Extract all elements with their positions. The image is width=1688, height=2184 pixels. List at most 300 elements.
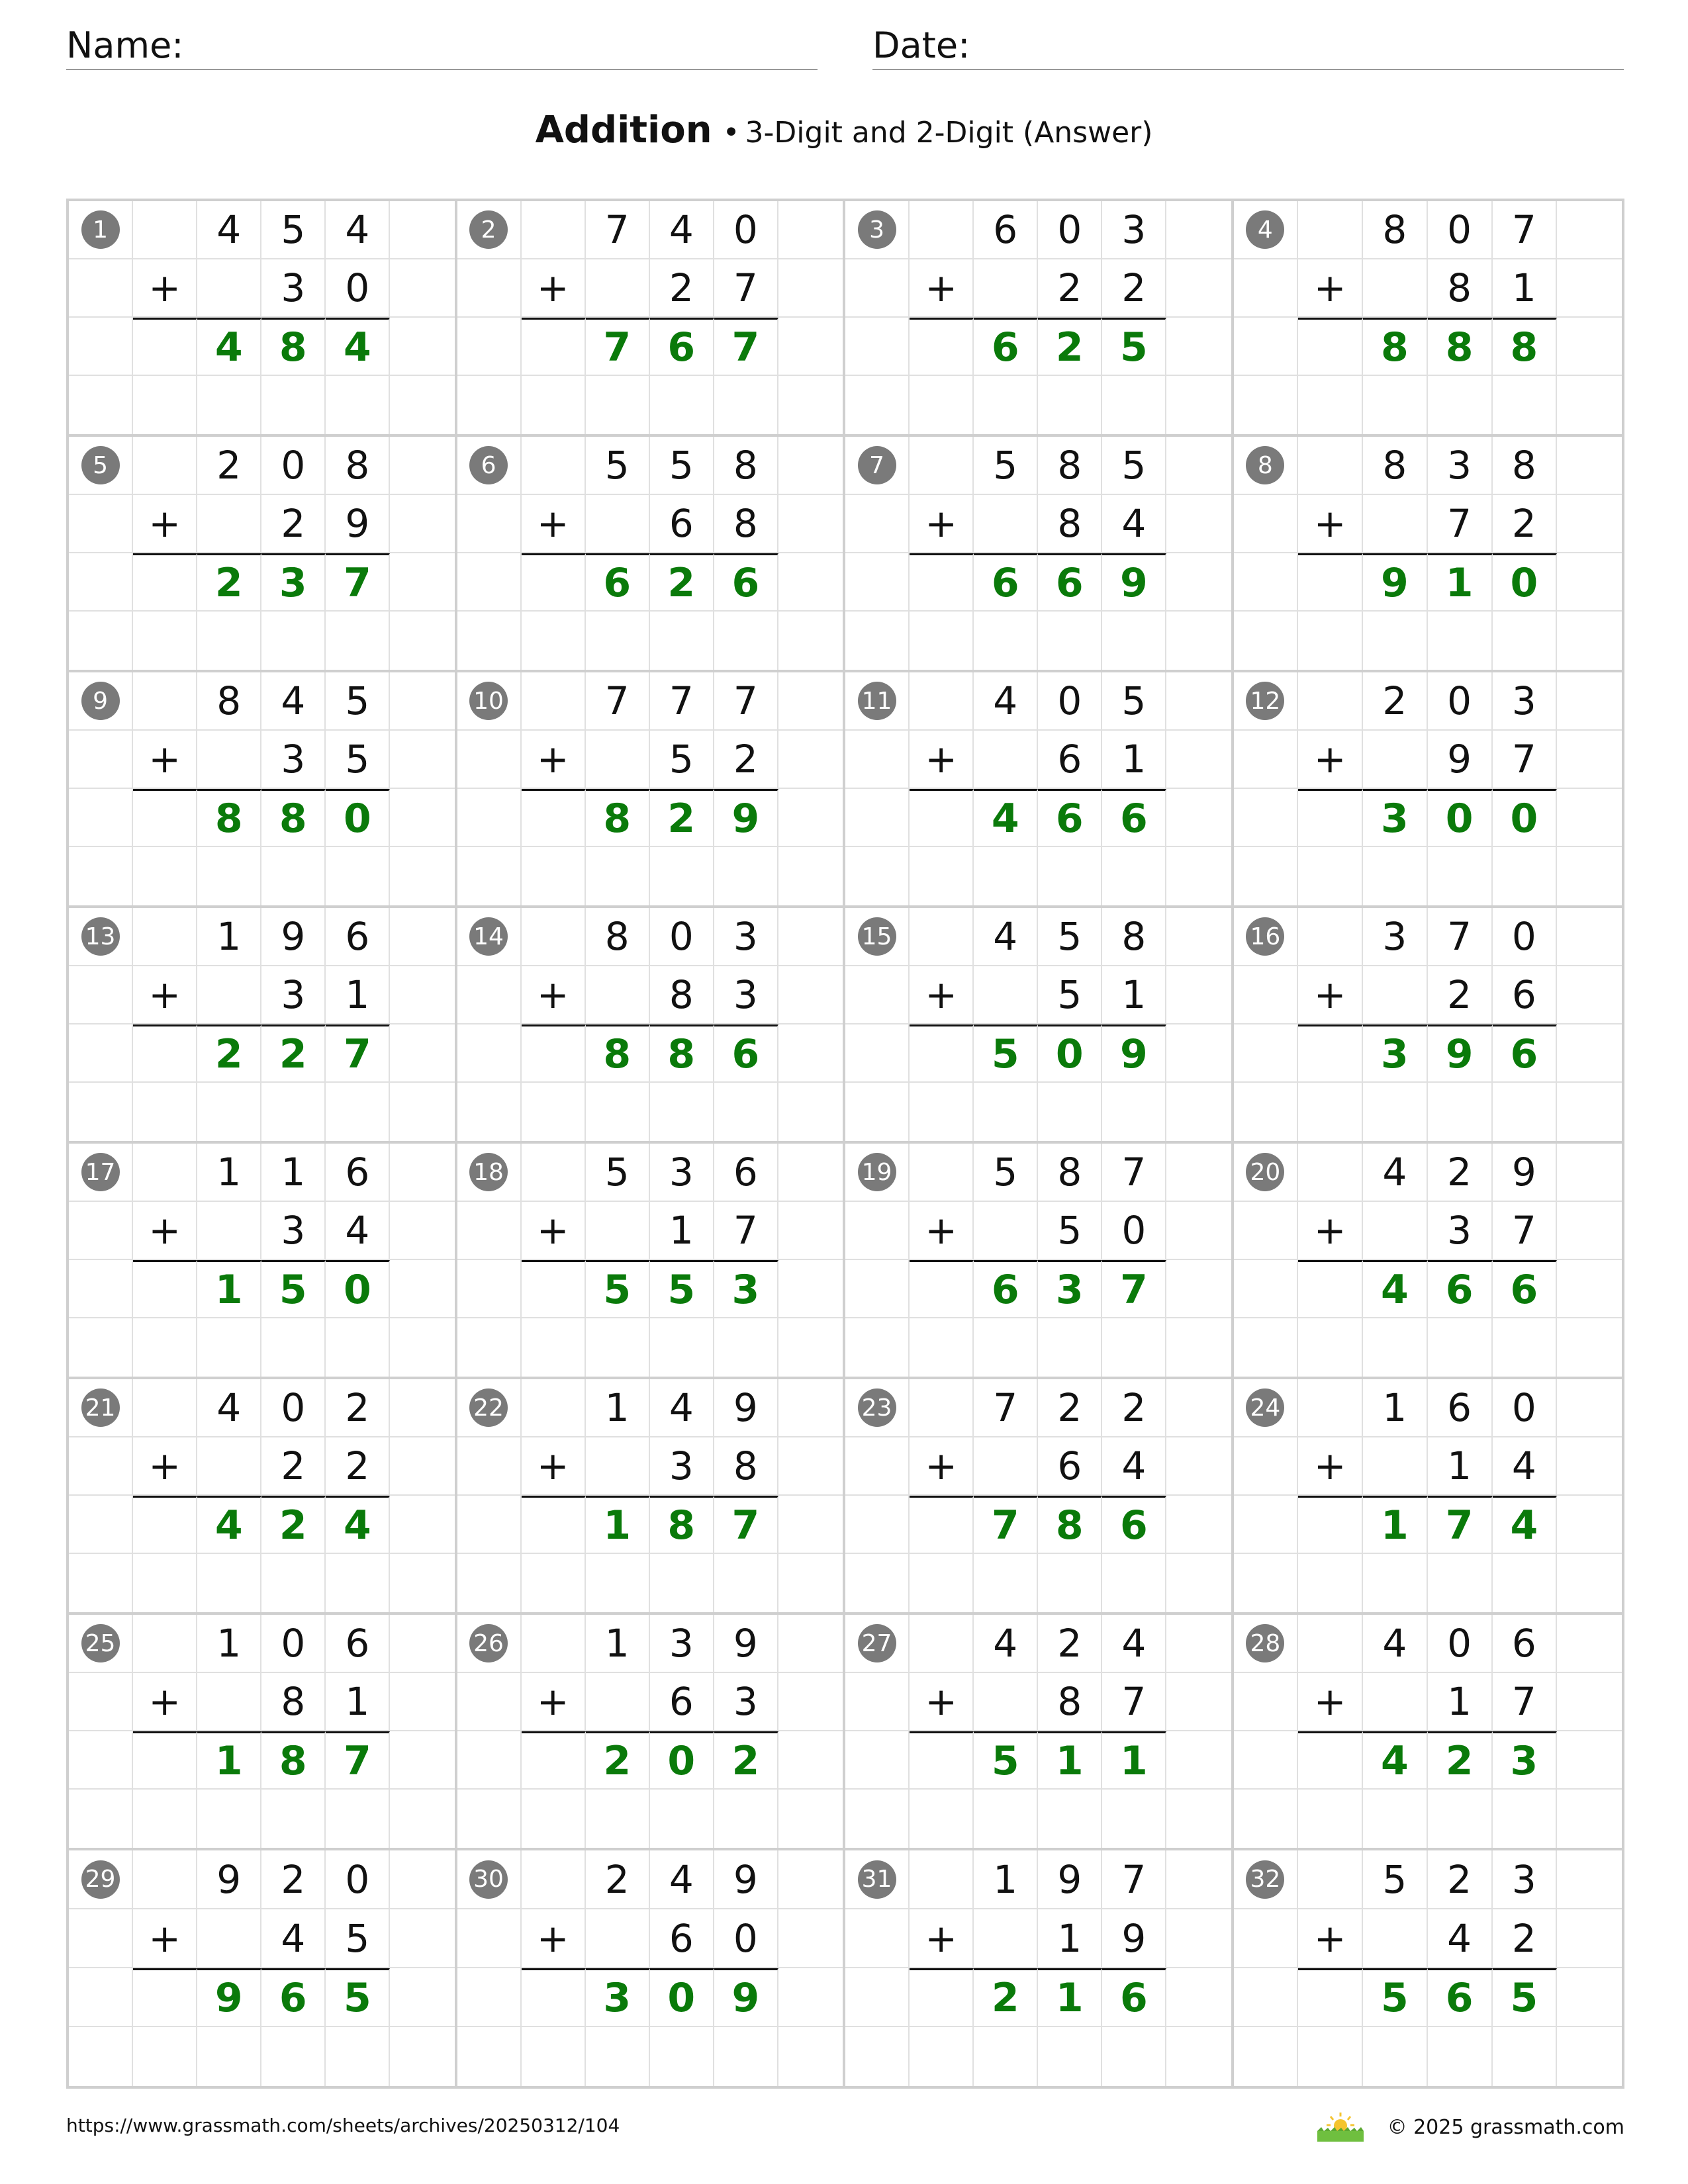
- addend1-hundreds: 3: [1382, 914, 1407, 959]
- answer-ones: 9: [731, 795, 760, 842]
- problem-5: [69, 437, 457, 672]
- plus-sign: +: [925, 737, 957, 782]
- grid-cell: [1428, 1554, 1493, 1612]
- grid-cell: [910, 1260, 974, 1318]
- grid-cell: [1493, 2027, 1558, 2086]
- grid-cell: [778, 1673, 843, 1731]
- grid-cell: [586, 847, 650, 905]
- answer-tens: 6: [1445, 1975, 1474, 2021]
- addend1-tens: 0: [281, 443, 306, 488]
- grid-cell: [522, 1144, 586, 1202]
- plus-sign: +: [925, 1679, 957, 1724]
- plus-sign: +: [925, 501, 957, 546]
- addend2-ones: 3: [733, 1679, 758, 1724]
- grid-cell: [1298, 1318, 1363, 1377]
- addend2-ones: 5: [345, 1915, 370, 1961]
- grid-cell: [133, 1083, 197, 1141]
- grid-cell: [522, 908, 586, 966]
- grid-cell: [261, 2027, 326, 2086]
- grid-cell: [586, 1909, 650, 1968]
- grid-cell: [910, 201, 974, 259]
- addend1-hundreds: 1: [993, 1856, 1018, 1902]
- grid-cell: [133, 1909, 197, 1968]
- grid-cell: [1234, 201, 1299, 259]
- grid-cell: [1298, 2027, 1363, 2086]
- grid-cell: [1363, 1437, 1428, 1496]
- addend1-tens: 2: [1057, 1621, 1082, 1666]
- grid-cell: [778, 437, 843, 495]
- grid-cell: [1038, 1379, 1102, 1437]
- grid-cell: [845, 259, 910, 318]
- grid-cell: [650, 1437, 714, 1496]
- grid-cell: [1493, 966, 1558, 1024]
- grid-cell: [1557, 201, 1622, 259]
- grid-cell: [1557, 318, 1622, 376]
- grid-cell: [1493, 1260, 1558, 1318]
- grid-cell: [586, 1554, 650, 1612]
- grid-cell: [650, 966, 714, 1024]
- grid-cell: [586, 553, 650, 612]
- grid-cell: [1102, 1083, 1166, 1141]
- grid-cell: [1493, 201, 1558, 259]
- addend1-hundreds: 4: [993, 914, 1018, 959]
- addend1-tens: 3: [1447, 443, 1472, 488]
- grid-cell: [69, 672, 133, 731]
- addend2-tens: 3: [1447, 1208, 1472, 1253]
- grid-cell: [1166, 437, 1231, 495]
- answer-hundreds: 7: [991, 1502, 1019, 1549]
- grid-cell: [714, 553, 778, 612]
- grid-cell: [1102, 553, 1166, 612]
- answer-tens: 1: [1445, 559, 1474, 606]
- problem-number-badge: 27: [858, 1624, 896, 1662]
- grid-cell: [1102, 612, 1166, 670]
- addend1-hundreds: 2: [604, 1856, 630, 1902]
- grid-cell: [1234, 1024, 1299, 1083]
- grid-cell: [326, 437, 390, 495]
- grid-cell: [1428, 1790, 1493, 1848]
- grid-cell: [714, 1202, 778, 1260]
- grid-cell: [457, 966, 522, 1024]
- addend1-hundreds: 8: [1382, 443, 1407, 488]
- grid-cell: [133, 1144, 197, 1202]
- grid-cell: [261, 1909, 326, 1968]
- grid-cell: [1363, 1144, 1428, 1202]
- grid-cell: [845, 847, 910, 905]
- answer-tens: 8: [1055, 1502, 1084, 1549]
- grid-cell: [197, 1318, 261, 1377]
- grid-cell: [197, 1083, 261, 1141]
- grid-cell: [261, 437, 326, 495]
- grid-cell: [1493, 1437, 1558, 1496]
- grid-cell: [714, 1909, 778, 1968]
- addend1-hundreds: 1: [216, 914, 242, 959]
- grid-cell: [1363, 731, 1428, 789]
- grid-cell: [1428, 908, 1493, 966]
- grid-cell: [133, 1850, 197, 1909]
- grid-cell: [522, 553, 586, 612]
- grid-cell: [1038, 1024, 1102, 1083]
- grid-cell: [1234, 1731, 1299, 1790]
- grid-cell: [778, 966, 843, 1024]
- problem-4: [1234, 201, 1622, 437]
- grid-cell: [586, 1379, 650, 1437]
- grid-cell: [1428, 1968, 1493, 2027]
- problem-14: [457, 908, 846, 1144]
- problem-number-badge: 3: [858, 210, 896, 249]
- grid-cell: [326, 1673, 390, 1731]
- plus-sign: +: [536, 972, 569, 1017]
- addend1-hundreds: 1: [216, 1150, 242, 1195]
- grid-cell: [1038, 966, 1102, 1024]
- grid-cell: [586, 908, 650, 966]
- grid-cell: [326, 201, 390, 259]
- grid-cell: [261, 201, 326, 259]
- answer-hundreds: 2: [214, 1030, 243, 1077]
- grid-cell: [197, 789, 261, 847]
- grid-cell: [326, 1437, 390, 1496]
- answer-tens: 0: [1055, 1030, 1084, 1077]
- grid-cell: [974, 731, 1038, 789]
- grid-cell: [845, 672, 910, 731]
- grid-cell: [1428, 553, 1493, 612]
- grid-cell: [1102, 789, 1166, 847]
- grid-cell: [1166, 1024, 1231, 1083]
- addend2-ones: 2: [345, 1443, 370, 1488]
- grid-cell: [778, 612, 843, 670]
- grid-cell: [133, 1318, 197, 1377]
- plus-sign: +: [536, 1915, 569, 1961]
- grid-cell: [457, 437, 522, 495]
- addend2-tens: 3: [281, 972, 306, 1017]
- grid-cell: [326, 1202, 390, 1260]
- addend2-tens: 3: [669, 1443, 694, 1488]
- grid-cell: [1363, 672, 1428, 731]
- grid-cell: [133, 672, 197, 731]
- name-field[interactable]: [66, 23, 818, 70]
- grid-cell: [778, 1437, 843, 1496]
- grid-cell: [845, 1909, 910, 1968]
- addend1-hundreds: 5: [604, 1150, 630, 1195]
- answer-hundreds: 6: [991, 1266, 1019, 1313]
- problem-number-badge: 32: [1246, 1860, 1284, 1899]
- answer-ones: 0: [1510, 559, 1538, 606]
- plus-sign: +: [536, 501, 569, 546]
- grid-cell: [1557, 789, 1622, 847]
- answer-ones: 8: [1510, 324, 1538, 371]
- grid-cell: [778, 1202, 843, 1260]
- grid-cell: [1166, 1202, 1231, 1260]
- problem-number-badge: 7: [858, 446, 896, 484]
- grid-cell: [1166, 1318, 1231, 1377]
- grid-cell: [1234, 1673, 1299, 1731]
- grid-cell: [261, 553, 326, 612]
- addend1-ones: 5: [1121, 678, 1147, 723]
- grid-cell: [1166, 1083, 1231, 1141]
- answer-ones: 4: [343, 324, 371, 371]
- answer-tens: 2: [1055, 324, 1084, 371]
- addend2-tens: 3: [281, 265, 306, 310]
- grid-cell: [1363, 553, 1428, 612]
- grid-cell: [778, 1615, 843, 1673]
- answer-hundreds: 4: [1381, 1737, 1409, 1784]
- grid-cell: [1428, 495, 1493, 553]
- grid-cell: [910, 495, 974, 553]
- grid-cell: [586, 1318, 650, 1377]
- problem-number-badge: 24: [1246, 1388, 1284, 1427]
- grid-cell: [1102, 1437, 1166, 1496]
- date-field[interactable]: [872, 23, 1624, 70]
- grid-cell: [326, 376, 390, 434]
- grid-cell: [1363, 1968, 1428, 2027]
- grid-cell: [522, 1554, 586, 1612]
- grid-cell: [390, 1673, 454, 1731]
- grid-cell: [1428, 201, 1493, 259]
- grid-cell: [586, 1437, 650, 1496]
- grid-cell: [1557, 1850, 1622, 1909]
- grid-cell: [457, 553, 522, 612]
- grid-cell: [1557, 1554, 1622, 1612]
- grid-cell: [261, 1260, 326, 1318]
- grid-cell: [1234, 1202, 1299, 1260]
- grid-cell: [1234, 1790, 1299, 1848]
- problem-20: [1234, 1144, 1622, 1379]
- plus-sign: +: [1313, 501, 1346, 546]
- answer-hundreds: 8: [214, 795, 243, 842]
- problem-24: [1234, 1379, 1622, 1615]
- grid-cell: [1493, 1673, 1558, 1731]
- grid-cell: [1493, 1318, 1558, 1377]
- grid-cell: [1428, 318, 1493, 376]
- answer-ones: 6: [1510, 1266, 1538, 1313]
- grid-cell: [1428, 966, 1493, 1024]
- addend1-hundreds: 1: [1382, 1385, 1407, 1430]
- addend1-hundreds: 5: [993, 443, 1018, 488]
- problem-11: [845, 672, 1234, 908]
- grid-cell: [133, 847, 197, 905]
- grid-cell: [69, 437, 133, 495]
- grid-cell: [974, 966, 1038, 1024]
- grid-cell: [1428, 1615, 1493, 1673]
- grid-cell: [1298, 966, 1363, 1024]
- answer-ones: 2: [731, 1737, 760, 1784]
- grid-cell: [910, 553, 974, 612]
- grid-cell: [1038, 908, 1102, 966]
- grid-cell: [778, 318, 843, 376]
- answer-ones: 6: [1119, 1975, 1148, 2021]
- grid-cell: [326, 1144, 390, 1202]
- grid-cell: [1102, 1615, 1166, 1673]
- problem-number-badge: 13: [81, 917, 120, 956]
- grid-cell: [1166, 1731, 1231, 1790]
- addend1-ones: 3: [1511, 678, 1536, 723]
- grid-cell: [650, 612, 714, 670]
- grid-cell: [1298, 1496, 1363, 1554]
- grid-cell: [974, 789, 1038, 847]
- addend1-ones: 3: [1121, 207, 1147, 252]
- grid-cell: [1557, 1260, 1622, 1318]
- addend2-tens: 7: [1447, 501, 1472, 546]
- answer-hundreds: 1: [214, 1737, 243, 1784]
- grid-cell: [197, 847, 261, 905]
- grid-cell: [1493, 908, 1558, 966]
- addend1-hundreds: 8: [604, 914, 630, 959]
- grid-cell: [326, 1790, 390, 1848]
- problem-number-badge: 21: [81, 1388, 120, 1427]
- answer-tens: 3: [279, 559, 307, 606]
- grid-cell: [69, 966, 133, 1024]
- grid-cell: [1038, 1673, 1102, 1731]
- problem-number-badge: 2: [469, 210, 508, 249]
- grid-cell: [261, 1024, 326, 1083]
- grid-cell: [326, 1318, 390, 1377]
- grid-cell: [197, 1731, 261, 1790]
- addend2-tens: 5: [1057, 1208, 1082, 1253]
- addend1-ones: 9: [733, 1385, 758, 1430]
- answer-hundreds: 4: [214, 1502, 243, 1549]
- grid-cell: [197, 1496, 261, 1554]
- grid-cell: [1493, 1144, 1558, 1202]
- grid-cell: [845, 553, 910, 612]
- grid-cell: [586, 201, 650, 259]
- grid-cell: [390, 259, 454, 318]
- grid-cell: [197, 731, 261, 789]
- grid-cell: [650, 908, 714, 966]
- addend2-tens: 1: [1057, 1915, 1082, 1961]
- problem-number-badge: 4: [1246, 210, 1284, 249]
- addend1-tens: 4: [281, 678, 306, 723]
- answer-hundreds: 6: [991, 559, 1019, 606]
- grid-cell: [1166, 1909, 1231, 1968]
- grid-cell: [197, 1615, 261, 1673]
- answer-ones: 9: [1119, 1030, 1148, 1077]
- grid-cell: [457, 1318, 522, 1377]
- grid-cell: [910, 1437, 974, 1496]
- grid-cell: [650, 1673, 714, 1731]
- addend1-ones: 5: [345, 678, 370, 723]
- problem-number-badge: 30: [469, 1860, 508, 1899]
- addend2-ones: 7: [1511, 1679, 1536, 1724]
- grid-cell: [133, 908, 197, 966]
- grid-cell: [1038, 1554, 1102, 1612]
- grid-cell: [133, 2027, 197, 2086]
- grid-cell: [457, 612, 522, 670]
- grid-cell: [326, 553, 390, 612]
- addend1-tens: 0: [1447, 678, 1472, 723]
- grid-cell: [197, 1790, 261, 1848]
- grid-cell: [1363, 966, 1428, 1024]
- problem-number-badge: 28: [1246, 1624, 1284, 1662]
- grid-cell: [133, 495, 197, 553]
- grid-cell: [133, 1731, 197, 1790]
- grid-cell: [326, 1850, 390, 1909]
- grid-cell: [1102, 201, 1166, 259]
- grid-cell: [457, 1554, 522, 1612]
- addend1-tens: 5: [281, 207, 306, 252]
- problem-29: [69, 1850, 457, 2086]
- grid-cell: [650, 1379, 714, 1437]
- grid-cell: [910, 1496, 974, 1554]
- addend2-tens: 8: [669, 972, 694, 1017]
- addend1-tens: 0: [1447, 207, 1472, 252]
- grid-cell: [974, 1379, 1038, 1437]
- plus-sign: +: [536, 1443, 569, 1488]
- grid-cell: [1557, 908, 1622, 966]
- grid-cell: [522, 1615, 586, 1673]
- grid-cell: [845, 1968, 910, 2027]
- grid-cell: [1038, 1790, 1102, 1848]
- grid-cell: [522, 1379, 586, 1437]
- grid-cell: [974, 847, 1038, 905]
- addend1-tens: 2: [1447, 1150, 1472, 1195]
- answer-tens: 1: [1055, 1737, 1084, 1784]
- grid-cell: [326, 1024, 390, 1083]
- addend2-tens: 2: [281, 1443, 306, 1488]
- addend2-tens: 1: [669, 1208, 694, 1253]
- problem-13: [69, 908, 457, 1144]
- grid-cell: [1166, 612, 1231, 670]
- grid-cell: [1298, 553, 1363, 612]
- grid-cell: [1493, 789, 1558, 847]
- grid-cell: [1493, 1731, 1558, 1790]
- problem-number-badge: 16: [1246, 917, 1284, 956]
- grid-cell: [845, 1496, 910, 1554]
- answer-ones: 5: [343, 1975, 371, 2021]
- grid-cell: [197, 966, 261, 1024]
- grid-cell: [1166, 1968, 1231, 2027]
- grid-cell: [326, 1968, 390, 2027]
- grid-cell: [974, 1909, 1038, 1968]
- grid-cell: [1166, 789, 1231, 847]
- answer-tens: 0: [667, 1737, 696, 1784]
- grid-cell: [1493, 437, 1558, 495]
- grid-cell: [1363, 1909, 1428, 1968]
- grid-cell: [261, 1437, 326, 1496]
- grid-cell: [457, 1083, 522, 1141]
- grid-cell: [1038, 789, 1102, 847]
- answer-hundreds: 5: [991, 1030, 1019, 1077]
- grid-cell: [910, 1615, 974, 1673]
- grid-cell: [586, 318, 650, 376]
- answer-hundreds: 3: [1381, 1030, 1409, 1077]
- addend1-hundreds: 7: [993, 1385, 1018, 1430]
- grid-cell: [1038, 553, 1102, 612]
- grid-cell: [69, 731, 133, 789]
- grid-cell: [910, 376, 974, 434]
- answer-ones: 3: [1510, 1737, 1538, 1784]
- grid-cell: [457, 672, 522, 731]
- grid-cell: [457, 1496, 522, 1554]
- grid-cell: [522, 1673, 586, 1731]
- grid-cell: [1428, 1850, 1493, 1909]
- grid-cell: [1428, 1909, 1493, 1968]
- grid-cell: [974, 1083, 1038, 1141]
- grid-cell: [261, 495, 326, 553]
- grid-cell: [1234, 1615, 1299, 1673]
- addend1-hundreds: 4: [993, 678, 1018, 723]
- grid-cell: [1234, 789, 1299, 847]
- problem-3: [845, 201, 1234, 437]
- grid-cell: [1234, 1909, 1299, 1968]
- grid-cell: [390, 376, 454, 434]
- addend2-tens: 8: [1447, 265, 1472, 310]
- problem-6: [457, 437, 846, 672]
- addend1-hundreds: 2: [216, 443, 242, 488]
- grid-cell: [1166, 201, 1231, 259]
- grid-cell: [1166, 318, 1231, 376]
- grid-cell: [1298, 1968, 1363, 2027]
- grid-cell: [133, 1496, 197, 1554]
